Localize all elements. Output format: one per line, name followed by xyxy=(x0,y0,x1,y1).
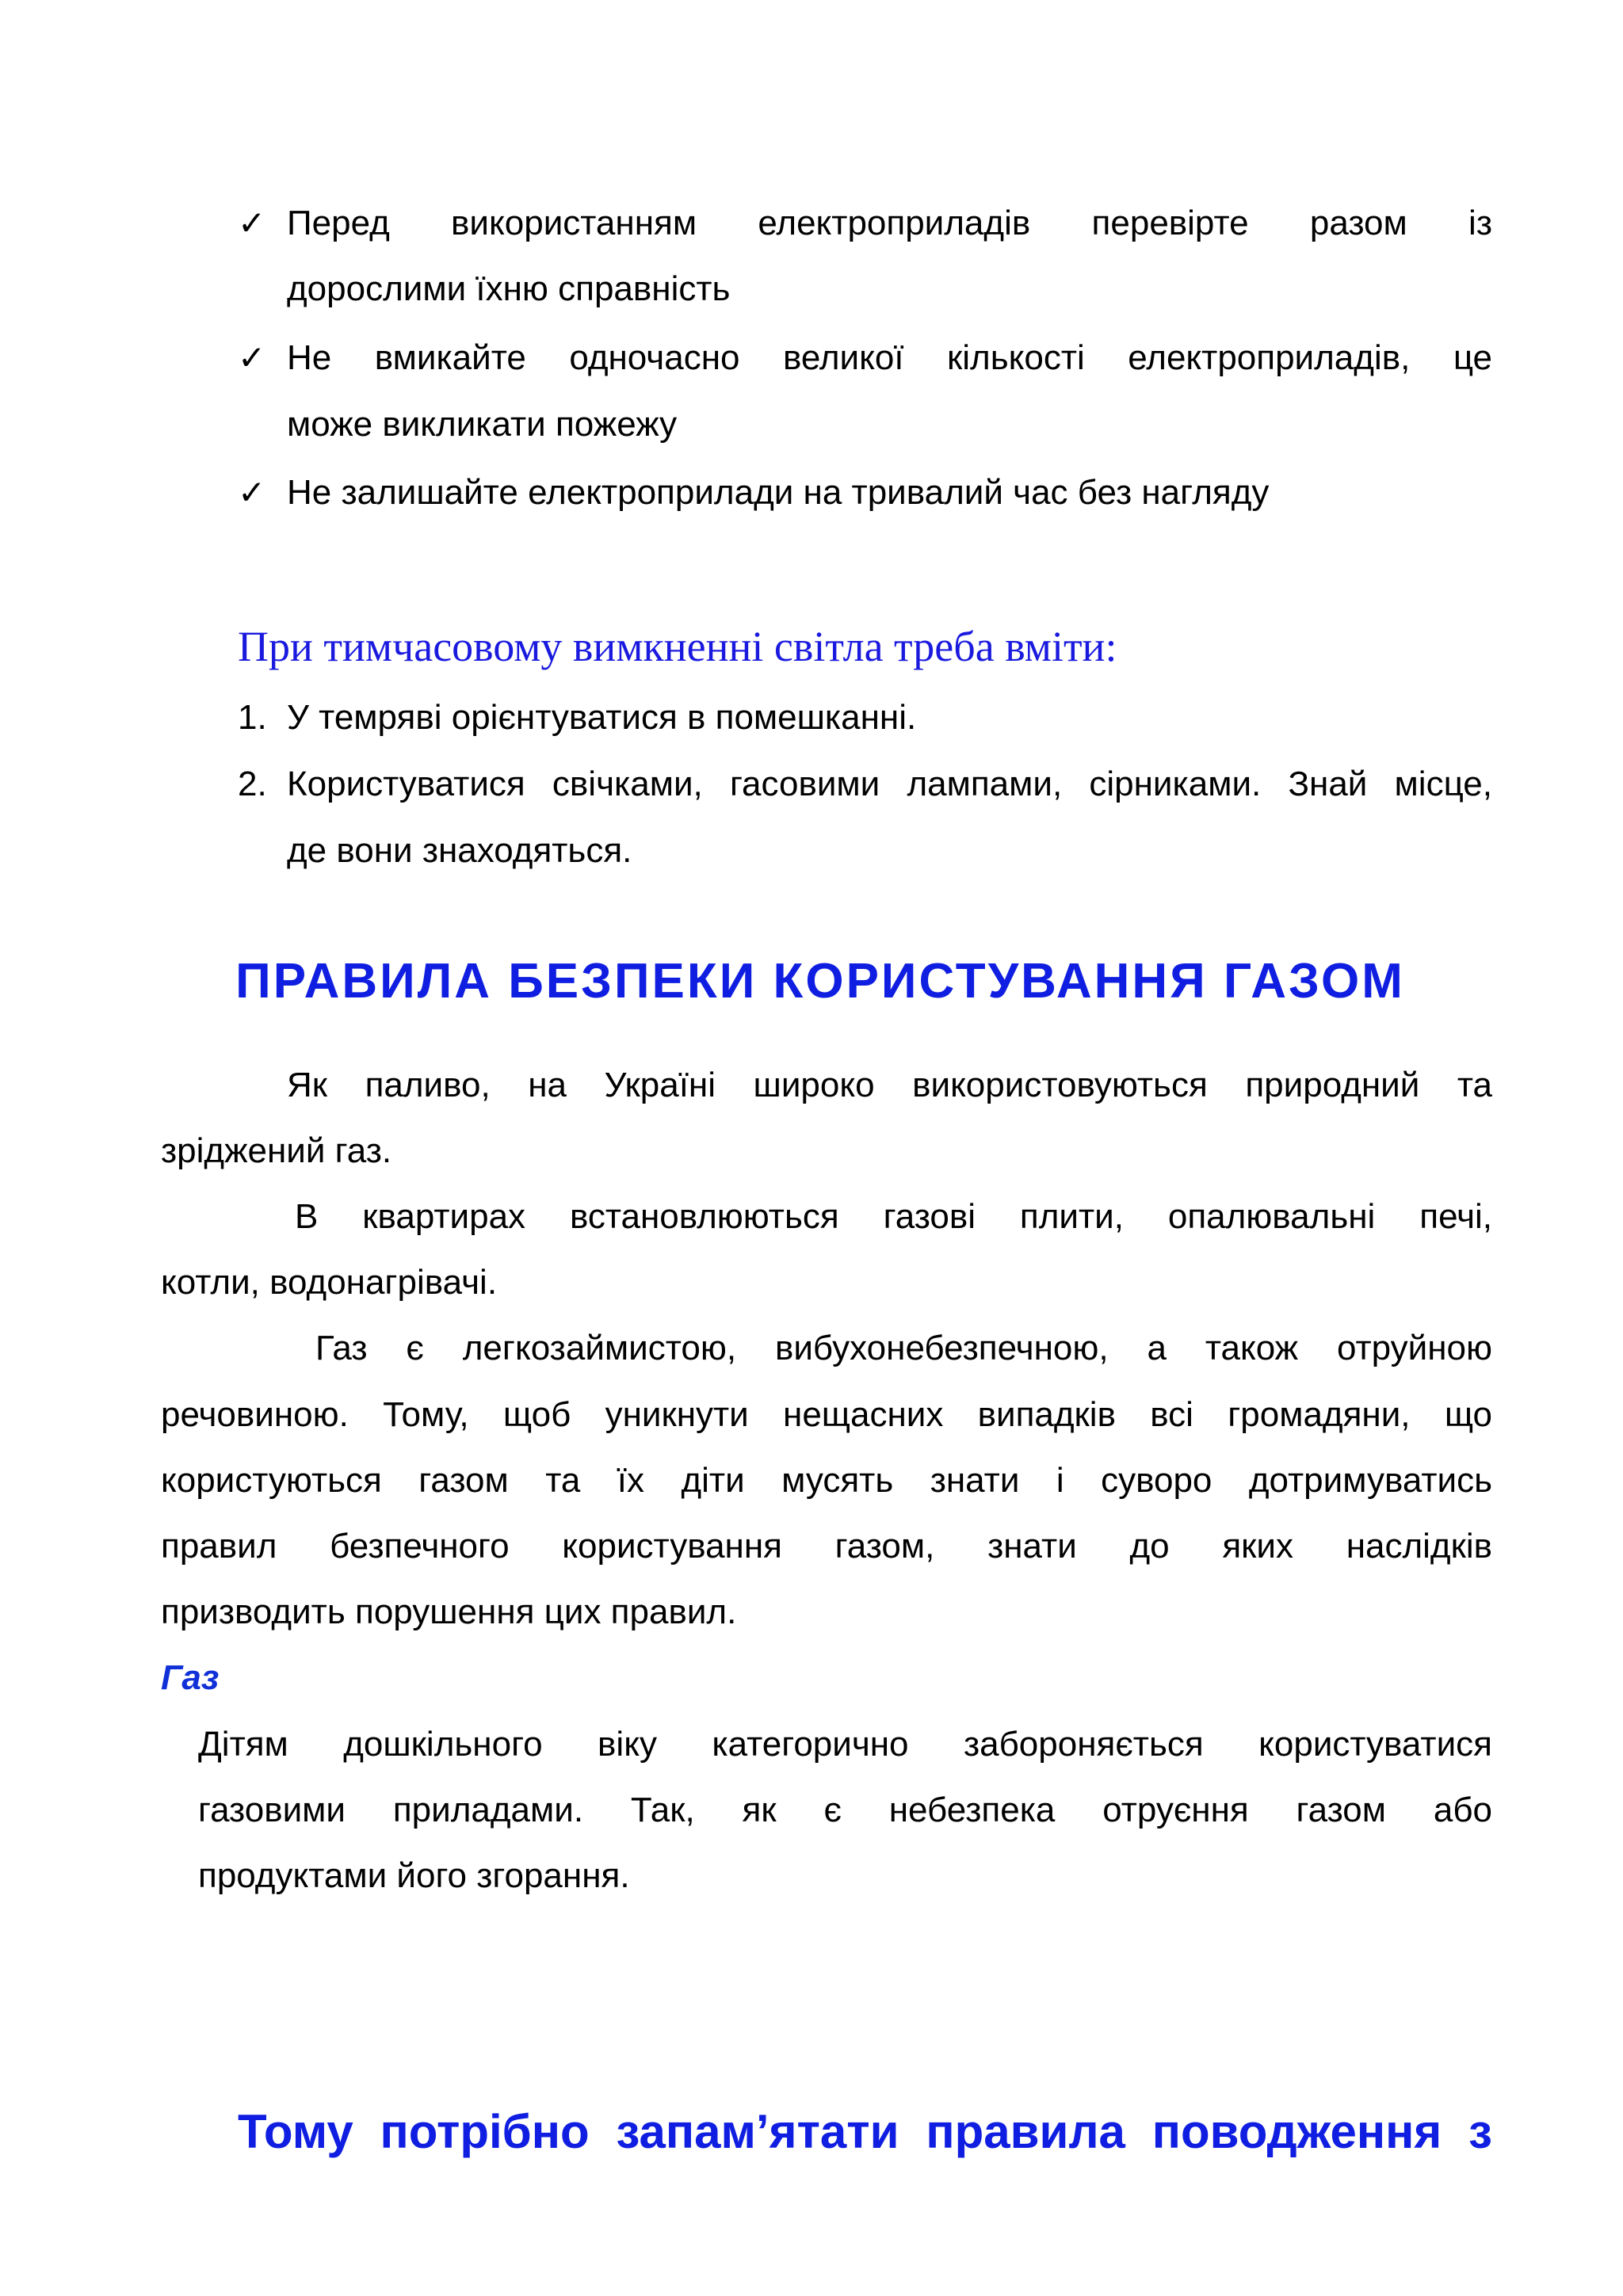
checklist-item-1-line-2: дорослими їхню справність xyxy=(287,269,731,308)
gas-paragraph-3-line-4: правил безпечного користування газом, знати до яких наслідків xyxy=(161,1527,1492,1566)
check-icon: ✓ xyxy=(238,204,266,242)
check-icon: ✓ xyxy=(238,338,266,377)
gas-paragraph-3-line-3: користуються газом та їх діти мусять знати і суворо дотримуватись xyxy=(161,1461,1492,1500)
gas-subheading: Газ xyxy=(161,1658,220,1697)
bottom-heading: Тому потрібно запам’ятати правила поводження з xyxy=(238,2105,1492,2158)
gas-paragraph-2-line-2: котли, водонагрівачі. xyxy=(161,1263,498,1302)
check-icon: ✓ xyxy=(238,473,266,512)
gas-paragraph-4-line-1: Дітям дошкільного віку категорично забороняється користуватися xyxy=(198,1725,1492,1764)
numbered-item-2-line-1: Користуватися свічками, гасовими лампами, сірниками. Знай місце, xyxy=(287,765,1492,803)
numbered-item-2-number: 2. xyxy=(238,765,267,803)
gas-paragraph-4-line-2: газовими приладами. Так, як є небезпека отруєння газом або xyxy=(198,1791,1492,1829)
gas-paragraph-3-line-2: речовиною. Тому, щоб уникнути нещасних випадків всі громадяни, що xyxy=(161,1395,1492,1434)
checklist-item-2-line-1: Не вмикайте одночасно великої кількості електроприладів, це xyxy=(287,338,1492,377)
numbered-item-1-number: 1. xyxy=(238,698,267,737)
checklist-item-1-line-1: Перед використанням електроприладів перевірте разом із xyxy=(287,204,1492,242)
gas-paragraph-4-line-3: продуктами його згорання. xyxy=(198,1856,630,1895)
gas-paragraph-3-line-1: Газ є легкозаймистою, вибухонебезпечною, а також отруйною xyxy=(315,1329,1492,1367)
gas-paragraph-2-line-1: В квартирах встановлюються газові плити, опалювальні печі, xyxy=(295,1197,1492,1236)
gas-paragraph-1-line-2: зріджений газ. xyxy=(161,1131,392,1170)
numbered-item-2-line-2: де вони знаходяться. xyxy=(287,831,632,870)
gas-paragraph-1-line-1: Як паливо, на Україні широко використовуються природний та xyxy=(287,1066,1492,1104)
gas-paragraph-3-line-5: призводить порушення цих правил. xyxy=(161,1592,737,1631)
blackout-heading: При тимчасовому вимкненні світла треба вміти: xyxy=(238,623,1117,670)
checklist-item-2-line-2: може викликати пожежу xyxy=(287,405,678,444)
checklist-item-3-line-1: Не залишайте електроприлади на тривалий час без нагляду xyxy=(287,473,1270,512)
gas-safety-title: ПРАВИЛА БЕЗПЕКИ КОРИСТУВАННЯ ГАЗОМ xyxy=(235,954,1405,1009)
numbered-item-1-line-1: У темряві орієнтуватися в помешканні. xyxy=(287,698,917,737)
